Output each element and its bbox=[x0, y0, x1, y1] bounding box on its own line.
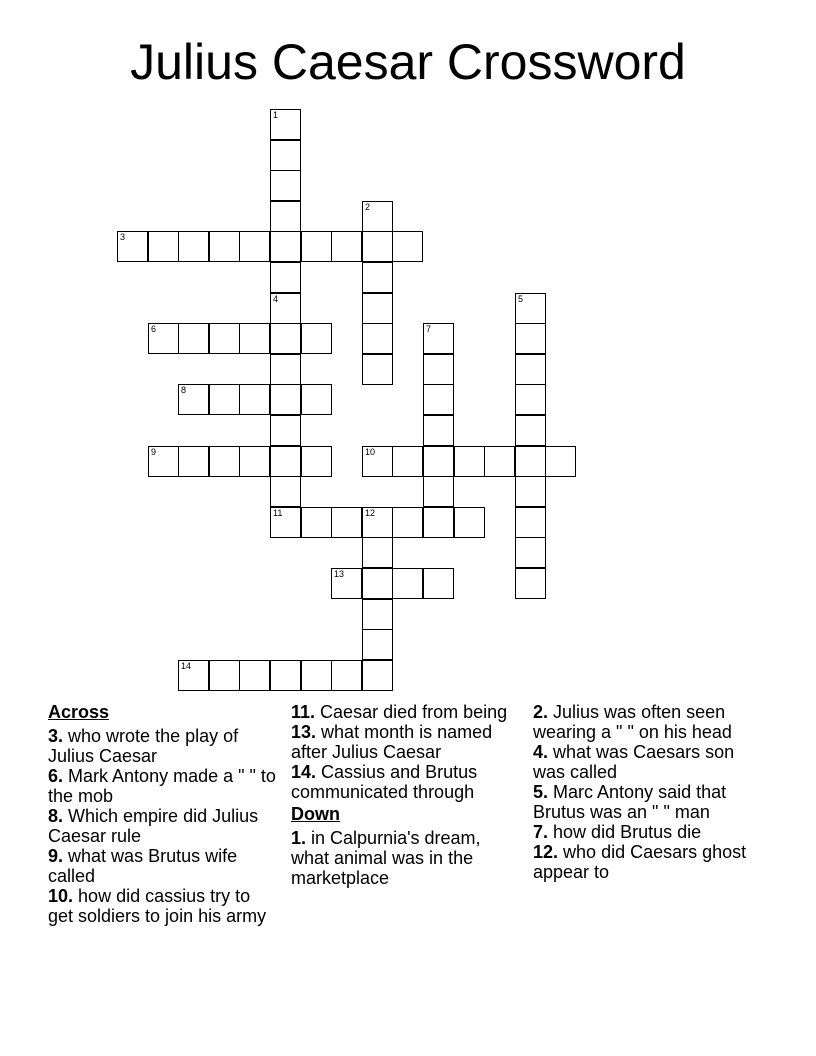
cell-number: 6 bbox=[151, 324, 157, 334]
clue-down-1: 1. in Calpurnia's dream, what animal was in the marketplace bbox=[291, 828, 481, 888]
cell-number: 11 bbox=[273, 508, 283, 518]
grid-cell[interactable] bbox=[454, 507, 485, 538]
grid-cell[interactable] bbox=[270, 201, 301, 232]
clue-down-5: 5. Marc Antony said that Brutus was an " " man bbox=[533, 782, 727, 822]
grid-cell[interactable] bbox=[423, 323, 454, 354]
cell-number: 5 bbox=[518, 294, 524, 304]
grid-cell[interactable] bbox=[515, 293, 546, 324]
grid-cell[interactable] bbox=[178, 660, 209, 691]
grid-cell[interactable] bbox=[239, 231, 270, 262]
clue-across-13: 13. what month is named after Julius Caesar bbox=[291, 722, 493, 762]
grid-cell[interactable] bbox=[239, 323, 270, 354]
grid-cell[interactable] bbox=[270, 262, 301, 293]
cell-number: 8 bbox=[181, 385, 187, 395]
grid-cell[interactable] bbox=[331, 231, 362, 262]
grid-cell[interactable] bbox=[301, 323, 332, 354]
grid-cell[interactable] bbox=[270, 323, 301, 354]
grid-cell[interactable] bbox=[270, 384, 301, 415]
clue-column-2 bbox=[291, 702, 521, 888]
grid-cell[interactable] bbox=[423, 476, 454, 507]
grid-cell[interactable] bbox=[423, 415, 454, 446]
grid-cell[interactable] bbox=[392, 231, 423, 262]
grid-cell[interactable] bbox=[270, 660, 301, 691]
grid-cell[interactable] bbox=[515, 415, 546, 446]
grid-cell[interactable] bbox=[515, 507, 546, 538]
grid-cell[interactable] bbox=[270, 170, 301, 201]
grid-cell[interactable] bbox=[362, 262, 393, 293]
grid-cell[interactable] bbox=[362, 507, 393, 538]
grid-cell[interactable] bbox=[178, 384, 209, 415]
grid-cell[interactable] bbox=[515, 323, 546, 354]
grid-cell[interactable] bbox=[362, 201, 393, 232]
grid-cell[interactable] bbox=[117, 231, 148, 262]
cell-number: 3 bbox=[120, 232, 126, 242]
cell-number: 4 bbox=[273, 294, 279, 304]
down-heading: Down bbox=[291, 804, 340, 824]
grid-cell[interactable] bbox=[484, 446, 515, 477]
clue-across-10: 10. how did cassius try to get soldiers to join his army bbox=[48, 886, 267, 926]
grid-cell[interactable] bbox=[423, 354, 454, 385]
grid-cell[interactable] bbox=[423, 384, 454, 415]
grid-cell[interactable] bbox=[362, 660, 393, 691]
grid-cell[interactable] bbox=[301, 446, 332, 477]
clue-down-7: 7. how did Brutus die bbox=[533, 822, 702, 842]
grid-cell[interactable] bbox=[362, 446, 393, 477]
grid-cell[interactable] bbox=[392, 507, 423, 538]
grid-cell[interactable] bbox=[239, 384, 270, 415]
grid-cell[interactable] bbox=[362, 568, 393, 599]
cell-number: 1 bbox=[273, 110, 279, 120]
grid-cell[interactable] bbox=[423, 507, 454, 538]
grid-cell[interactable] bbox=[392, 568, 423, 599]
grid-cell[interactable] bbox=[515, 476, 546, 507]
grid-cell[interactable] bbox=[423, 568, 454, 599]
grid-cell[interactable] bbox=[515, 384, 546, 415]
grid-cell[interactable] bbox=[209, 660, 240, 691]
grid-cell[interactable] bbox=[239, 660, 270, 691]
grid-cell[interactable] bbox=[454, 446, 485, 477]
cell-number: 14 bbox=[181, 661, 192, 671]
cell-number: 13 bbox=[334, 569, 345, 579]
grid-cell[interactable] bbox=[362, 629, 393, 660]
grid-cell[interactable] bbox=[331, 660, 362, 691]
grid-cell[interactable] bbox=[423, 446, 454, 477]
clue-across-14: 14. Cassius and Brutus communicated through bbox=[291, 762, 478, 802]
grid-cell[interactable] bbox=[331, 568, 362, 599]
grid-cell[interactable] bbox=[270, 109, 301, 140]
clue-column-1 bbox=[48, 702, 278, 926]
clue-down-2: 2. Julius was often seen wearing a " " on his head bbox=[533, 702, 732, 742]
grid-cell[interactable] bbox=[301, 231, 332, 262]
grid-cell[interactable] bbox=[239, 446, 270, 477]
page-title: Julius Caesar Crossword bbox=[130, 34, 686, 90]
grid-cell[interactable] bbox=[209, 384, 240, 415]
clue-across-3: 3. who wrote the play of Julius Caesar bbox=[48, 726, 239, 766]
grid-cell[interactable] bbox=[148, 231, 179, 262]
grid-cell[interactable] bbox=[270, 354, 301, 385]
clue-down-12: 12. who did Caesars ghost appear to bbox=[533, 842, 747, 882]
cell-number: 7 bbox=[426, 324, 432, 334]
grid-cell[interactable] bbox=[515, 568, 546, 599]
cell-number: 9 bbox=[151, 447, 157, 457]
grid-cell[interactable] bbox=[148, 446, 179, 477]
grid-cell[interactable] bbox=[362, 293, 393, 324]
grid-cell[interactable] bbox=[178, 323, 209, 354]
grid-cell[interactable] bbox=[362, 354, 393, 385]
grid-cell[interactable] bbox=[209, 231, 240, 262]
clue-across-6: 6. Mark Antony made a " " to the mob bbox=[48, 766, 276, 806]
grid-cell[interactable] bbox=[301, 507, 332, 538]
grid-cell[interactable] bbox=[515, 446, 546, 477]
clue-column-3 bbox=[533, 702, 763, 882]
clue-across-11: 11. Caesar died from being bbox=[291, 702, 508, 722]
grid-cell[interactable] bbox=[148, 323, 179, 354]
grid-cell[interactable] bbox=[270, 446, 301, 477]
grid-cell[interactable] bbox=[301, 384, 332, 415]
cell-number: 10 bbox=[365, 447, 376, 457]
across-heading: Across bbox=[48, 702, 110, 722]
grid-cell[interactable] bbox=[362, 231, 393, 262]
grid-cell[interactable] bbox=[270, 507, 301, 538]
grid-cell[interactable] bbox=[331, 507, 362, 538]
grid-cell[interactable] bbox=[209, 446, 240, 477]
cell-number: 2 bbox=[365, 202, 371, 212]
grid-cell[interactable] bbox=[362, 323, 393, 354]
clue-down-4: 4. what was Caesars son was called bbox=[533, 742, 735, 782]
clue-across-9: 9. what was Brutus wife called bbox=[48, 846, 238, 886]
grid-cell[interactable] bbox=[301, 660, 332, 691]
grid-cell[interactable] bbox=[362, 599, 393, 630]
grid-cell[interactable] bbox=[270, 231, 301, 262]
grid-cell[interactable] bbox=[270, 293, 301, 324]
grid-cell[interactable] bbox=[515, 354, 546, 385]
grid-cell[interactable] bbox=[178, 446, 209, 477]
cell-number: 12 bbox=[365, 508, 376, 518]
grid-cell[interactable] bbox=[392, 446, 423, 477]
clue-across-8: 8. Which empire did Julius Caesar rule bbox=[48, 806, 259, 846]
grid-cell[interactable] bbox=[270, 140, 301, 171]
grid-cell[interactable] bbox=[270, 476, 301, 507]
grid-cell[interactable] bbox=[545, 446, 576, 477]
grid-cell[interactable] bbox=[270, 415, 301, 446]
grid-cell[interactable] bbox=[362, 537, 393, 568]
grid-cell[interactable] bbox=[209, 323, 240, 354]
grid-cell[interactable] bbox=[178, 231, 209, 262]
grid-cell[interactable] bbox=[515, 537, 546, 568]
